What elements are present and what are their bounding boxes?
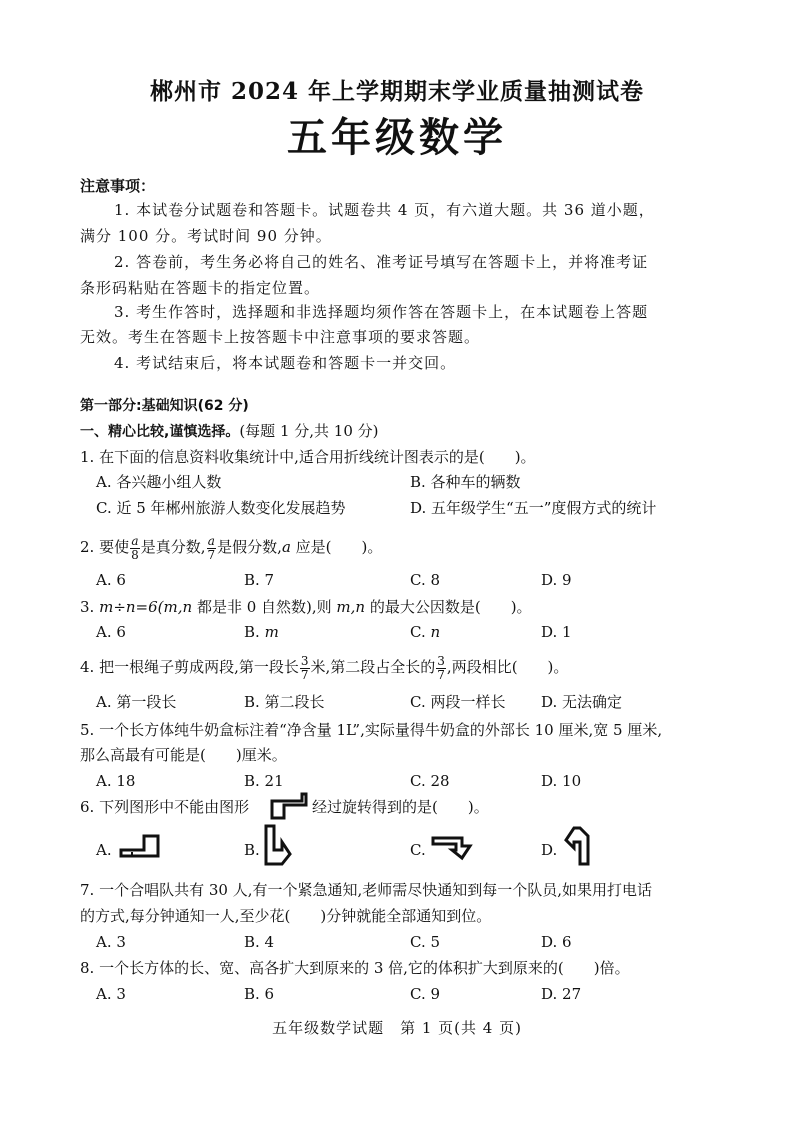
q1-option-c[interactable]: C. 近 5 年郴州旅游人数变化发展趋势 (96, 499, 346, 517)
q3-expression: m÷n=6(m,n (99, 598, 193, 616)
q5-stem-line-2: 那么高最有可能是( )厘米。 (80, 746, 287, 764)
q2-fraction-2 (207, 535, 217, 562)
q4-text-2: 米,第二段占全长的 (310, 658, 436, 676)
q6-option-d[interactable]: D. (541, 841, 558, 859)
q4-text-1: 4. 把一根绳子剪成两段,第一段长 (80, 658, 299, 676)
q4-option-c[interactable]: C. 两段一样长 (410, 693, 506, 711)
notice-item-3-cont: 无效。考生在答题卡上按答题卡中注意事项的要求答题。 (80, 328, 481, 346)
q3-option-c-label: C. (410, 623, 431, 641)
exam-title: 郴州市 2024 年上学期期末学业质量抽测试卷 (149, 78, 645, 105)
q1-option-a[interactable]: A. 各兴趣小组人数 (96, 473, 222, 491)
q3-option-b-var: m (264, 623, 279, 641)
q7-stem-line-2: 的方式,每分钟通知一人,至少花( )分钟就能全部通知到位。 (80, 907, 492, 925)
q6-stem-text-1: 6. 下列图形中不能由图形 (80, 798, 250, 816)
q6-option-a-shape-icon[interactable] (118, 832, 164, 862)
notice-item-4: 4. 考试结束后，将本试题卷和答题卡一并交回。 (114, 354, 457, 372)
q3-text-1: 3. (80, 598, 100, 616)
q3-option-c-var: n (430, 623, 441, 641)
q8-option-a[interactable]: A. 3 (96, 985, 126, 1003)
q4-fraction-2-denominator: 7 (437, 667, 445, 682)
q2-fraction-1 (130, 535, 140, 562)
section1-note: (每题 1 分,共 10 分) (239, 422, 379, 440)
q3-text-2: 都是非 0 自然数),则 (192, 598, 337, 616)
q1-option-b[interactable]: B. 各种车的辆数 (410, 473, 521, 491)
q2-variable: a (281, 538, 291, 556)
notice-item-2-cont: 条形码粘贴在答题卡的指定位置。 (80, 279, 321, 297)
q7-option-b[interactable]: B. 4 (244, 933, 275, 951)
q2-fraction-1-denominator: 8 (131, 547, 139, 562)
q6-option-b-shape-icon[interactable] (262, 822, 294, 868)
q4-option-b[interactable]: B. 第二段长 (244, 693, 325, 711)
q4-fraction-1-numerator: 3 (300, 653, 309, 668)
q4-fraction-2-numerator: 3 (437, 653, 445, 668)
q6-option-c-shape-icon[interactable] (430, 832, 476, 862)
q8-option-b[interactable]: B. 6 (244, 985, 275, 1003)
q1-stem: 1. 在下面的信息资料收集统计中,适合用折线统计图表示的是( )。 (80, 448, 536, 466)
q3-option-b[interactable] (244, 622, 279, 642)
q7-option-a[interactable]: A. 3 (96, 933, 126, 951)
q2-text-3: 是假分数, (217, 538, 282, 556)
q3-option-d[interactable]: D. 1 (541, 623, 572, 641)
q5-option-c[interactable]: C. 28 (410, 772, 450, 790)
q2-text-4: 应是( )。 (290, 538, 383, 556)
q5-option-a[interactable]: A. 18 (96, 772, 136, 790)
q7-option-d[interactable]: D. 6 (541, 933, 572, 951)
q4-text-3: ,两段相比( )。 (446, 658, 569, 676)
q4-fraction-1 (300, 655, 310, 682)
q2-stem (80, 532, 382, 562)
q3-option-a[interactable]: A. 6 (96, 623, 126, 641)
q2-fraction-2-numerator: a (207, 533, 215, 548)
q7-stem-line-1: 7. 一个合唱队共有 30 人,有一个紧急通知,老师需尽快通知到每一个队员,如果用打电话 (80, 881, 653, 899)
q4-fraction-1-denominator: 7 (300, 667, 309, 682)
q6-option-b[interactable]: B. (244, 841, 260, 859)
q3-variables: m,n (336, 598, 366, 616)
q4-fraction-2 (436, 655, 446, 682)
q3-stem (80, 597, 532, 617)
notice-item-3: 3. 考生作答时，选择题和非选择题均须作答在答题卡上，在本试题卷上答题 (114, 303, 649, 321)
q5-option-d[interactable]: D. 10 (541, 772, 582, 790)
notice-item-2: 2. 答卷前，考生务必将自己的姓名、准考证号填写在答题卡上，并将准考证 (114, 253, 649, 271)
part1-heading: 第一部分:基础知识(62 分) (80, 398, 249, 414)
q6-reference-shape-icon (268, 792, 310, 822)
q8-stem: 8. 一个长方体的长、宽、高各扩大到原来的 3 倍,它的体积扩大到原来的( )倍。 (80, 959, 630, 977)
q6-option-c[interactable]: C. (410, 841, 426, 859)
q8-option-c[interactable]: C. 9 (410, 985, 441, 1003)
q8-option-d[interactable]: D. 27 (541, 985, 582, 1003)
q2-fraction-1-numerator: a (131, 533, 139, 548)
q2-text-1: 2. 要使 (80, 538, 130, 556)
q3-option-b-label: B. (244, 623, 265, 641)
q2-fraction-2-denominator: 7 (207, 547, 216, 562)
q7-option-c[interactable]: C. 5 (410, 933, 441, 951)
notice-item-1: 1. 本试卷分试题卷和答题卡。试题卷共 4 页，有六道大题。共 36 道小题， (114, 201, 655, 219)
notice-heading: 注意事项： (80, 177, 156, 195)
q6-option-a[interactable]: A. (96, 841, 112, 859)
section1-title: 一、精心比较,谨慎选择。 (80, 424, 240, 440)
section1-title-row (80, 421, 379, 442)
q5-stem-line-1: 5. 一个长方体纯牛奶盒标注着“净含量 1L”,实际量得牛奶盒的外部长 10 厘米,宽 5 厘米, (80, 721, 663, 739)
q4-option-a[interactable]: A. 第一段长 (96, 693, 177, 711)
q4-option-d[interactable]: D. 无法确定 (541, 693, 623, 711)
page-footer: 五年级数学试题 第 1 页(共 4 页) (272, 1019, 522, 1037)
notice-item-1-cont: 满分 100 分。考试时间 90 分钟。 (80, 227, 332, 245)
q5-option-b[interactable]: B. 21 (244, 772, 284, 790)
subject-title: 五年级数学 (287, 115, 507, 161)
q3-option-c[interactable] (410, 622, 440, 642)
q2-option-b[interactable]: B. 7 (244, 571, 275, 589)
q1-option-d[interactable]: D. 五年级学生“五一”度假方式的统计 (410, 499, 657, 517)
q2-option-d[interactable]: D. 9 (541, 571, 572, 589)
q2-option-c[interactable]: C. 8 (410, 571, 441, 589)
q6-option-d-shape-icon[interactable] (560, 824, 594, 868)
q2-text-2: 是真分数, (140, 538, 206, 556)
q4-stem (80, 652, 568, 682)
q2-option-a[interactable]: A. 6 (96, 571, 126, 589)
q3-text-3: 的最大公因数是( )。 (365, 598, 532, 616)
q6-stem-text-2: 经过旋转得到的是( )。 (312, 798, 489, 816)
